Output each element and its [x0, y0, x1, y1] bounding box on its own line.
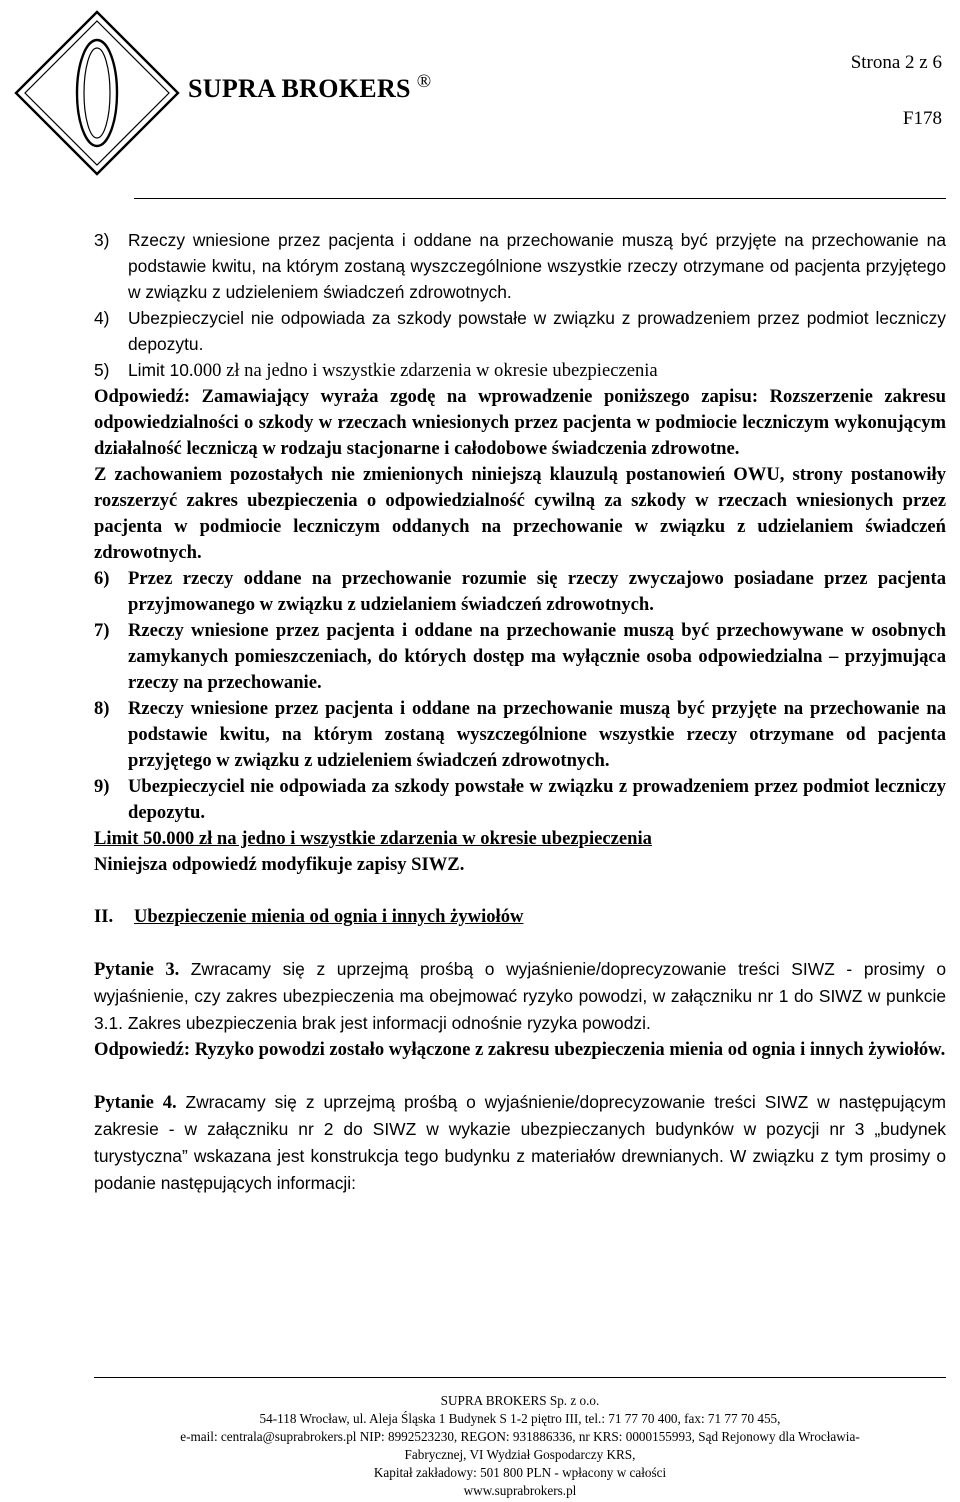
item-number: 3): [94, 230, 110, 250]
item-text: Ubezpieczyciel nie odpowiada za szkody powstałe w związku z prowadzeniem przez podmiot leczniczy depozytu.: [128, 776, 946, 823]
item-text: Przez rzeczy oddane na przechowanie rozumie się rzeczy zwyczajowo posiadane przez pacjenta przyjmowanego w związku z udzielaniem świadczeń zdrowotnych.: [128, 568, 946, 615]
footer-registry-2: Fabrycznej, VI Wydział Gospodarczy KRS,: [404, 1447, 636, 1462]
brand-name: [188, 71, 432, 104]
question-label: Pytanie 3.: [94, 959, 180, 980]
answer-3: [94, 1037, 946, 1063]
footer-address: 54-118 Wrocław, ul. Aleja Śląska 1 Budynek S 1-2 piętro III, tel.: 71 77 70 400, fax: 71 77 70 455,: [259, 1411, 781, 1426]
limit-line: [94, 826, 946, 852]
footer-registry-1: e-mail: centrala@suprabrokers.pl NIP: 8992523230, REGON: 931886336, nr KRS: 0000155993, Sąd Rejonowy dla Wrocławia-: [180, 1429, 860, 1444]
answer-label: Odpowiedź:: [94, 386, 191, 407]
footer-capital: Kapitał zakładowy: 501 800 PLN - wpłacony w całości: [373, 1465, 667, 1480]
list-item-7: [94, 618, 946, 696]
item-text: Rzeczy wniesione przez pacjenta i oddane na przechowanie muszą być przyjęte na przechowanie na podstawie kwitu, na którym zostaną wyszczególnione wszystkie rzeczy otrzymane od pacjenta przyjętego w związku z udzieleniem świadczeń zdrowotnych.: [128, 230, 946, 302]
list-item-3: [94, 227, 946, 305]
footer: [94, 1392, 946, 1500]
item-number: 7): [94, 620, 110, 641]
list-item-6: [94, 566, 946, 618]
answer-label: Odpowiedź:: [94, 1039, 191, 1060]
supra-brokers-logo: [12, 8, 182, 178]
item-text-rest: .000 zł na jedno i wszystkie zdarzenia w okresie ubezpieczenia: [188, 360, 658, 381]
header-divider: [134, 198, 946, 199]
item-text: [128, 357, 946, 384]
answer-1: [94, 384, 946, 462]
registered-mark: ®: [416, 71, 432, 92]
question-3: [94, 956, 946, 1037]
footer-website: www.suprabrokers.pl: [463, 1483, 577, 1498]
list-item-9: [94, 774, 946, 826]
section-title: Ubezpieczenie mienia od ognia i innych żywiołów: [134, 906, 524, 927]
question-text: Zwracamy się z uprzejmą prośbą o wyjaśnienie/doprecyzowanie treści SIWZ - prosimy o wyjaśnienie, czy zakres ubezpieczenia ma obejmować ryzyko powodzi, w załączniku nr 1 do SIWZ w punkcie 3.1. Zakres ubezpieczenia brak jest informacji odnośnie ryzyka powodzi.: [94, 959, 946, 1033]
question-4: [94, 1089, 946, 1197]
modification-note: Niniejsza odpowiedź modyfikuje zapisy SIWZ.: [94, 854, 465, 875]
form-code: F178: [902, 108, 942, 129]
answer-text: Zamawiający wyraża zgodę na wprowadzenie poniższego zapisu: Rozszerzenie zakresu odpowiedzialności o szkody w rzeczach wniesionych przez pacjenta w podmiocie leczniczym wykonującym działalność leczniczą w rodzaju stacjonarne i całodobowe świadczenia zdrowotne.: [94, 386, 946, 459]
footer-divider: [94, 1377, 946, 1378]
answer-text: Ryzyko powodzi zostało wyłączone z zakresu ubezpieczenia mienia od ognia i innych żywiołów.: [194, 1039, 946, 1060]
item-number: 4): [94, 308, 110, 328]
item-number: 8): [94, 698, 110, 719]
list-item-4: [94, 305, 946, 357]
question-label: Pytanie 4.: [94, 1092, 177, 1113]
question-text: Zwracamy się z uprzejmą prośbą o wyjaśnienie/doprecyzowanie treści SIWZ w następującym zakresie - w załączniku nr 2 do SIWZ w wykazie ubezpieczanych budynków w pozycji nr 3 „budynek turystyczna” wskazana jest konstrukcja tego budynku z materiałów drewnianych. W związku z tym prosimy o podanie następujących informacji:: [94, 1092, 946, 1193]
item-text: Ubezpieczyciel nie odpowiada za szkody powstałe w związku z prowadzeniem przez podmiot leczniczy depozytu.: [128, 308, 946, 354]
page-number: Strona 2 z 6: [850, 52, 942, 73]
clause-paragraph: Z zachowaniem pozostałych nie zmienionych niniejszą klauzulą postanowień OWU, strony postanowiły rozszerzyć zakres ubezpieczenia o odpowiedzialność cywilną za szkody w rzeczach wniesionych przez pacjenta w podmiocie leczniczym oddanych na przechowanie w związku z udzielaniem świadczeń zdrowotnych.: [94, 464, 946, 563]
item-text: Rzeczy wniesione przez pacjenta i oddane na przechowanie muszą być przechowywane w osobnych zamykanych pomieszczeniach, do których dostęp ma wyłącznie osoba odpowiedzialna – przyjmująca rzeczy na przechowanie.: [128, 620, 946, 693]
document-body: [94, 227, 946, 1197]
list-item-8: [94, 696, 946, 774]
section-number: II.: [94, 906, 114, 927]
item-number: 9): [94, 776, 110, 797]
list-item-5: [94, 357, 946, 384]
item-text: Rzeczy wniesione przez pacjenta i oddane na przechowanie muszą być przyjęte na przechowanie na podstawie kwitu, na którym zostaną wyszczególnione wszystkie rzeczy otrzymane od pacjenta przyjętego w związku z udzieleniem świadczeń zdrowotnych.: [128, 698, 946, 771]
limit-text: Limit 50.000 zł na jedno i wszystkie zdarzenia w okresie ubezpieczenia: [94, 828, 652, 849]
item-number: 5): [94, 360, 110, 380]
section-heading: [94, 904, 946, 930]
item-number: 6): [94, 568, 110, 589]
item-text-start: Limit 10: [128, 360, 189, 380]
footer-company: SUPRA BROKERS Sp. z o.o.: [440, 1393, 600, 1408]
brand-text: SUPRA BROKERS: [188, 74, 411, 103]
